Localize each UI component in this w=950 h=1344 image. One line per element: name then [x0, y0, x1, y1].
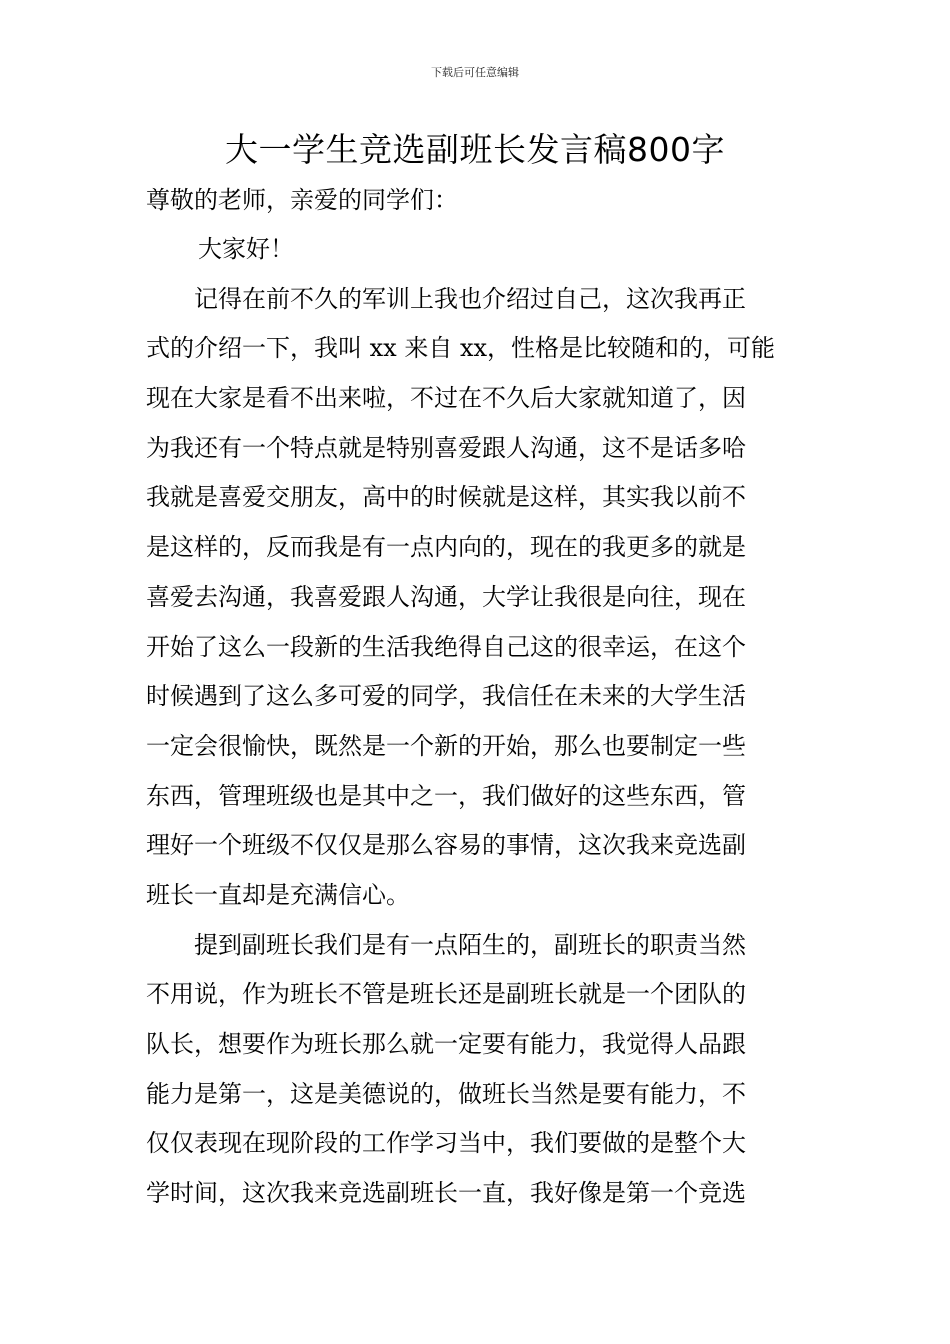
- paragraph-line: 为我还有一个特点就是特别喜爱跟人沟通，这不是话多哈: [146, 433, 746, 462]
- paragraph-line: 大家好！: [198, 235, 294, 263]
- salutation: 尊敬的老师，亲爱的同学们：: [146, 186, 458, 214]
- paragraph-line: 提到副班长我们是有一点陌生的，副班长的职责当然: [194, 930, 746, 959]
- paragraph-line: 式的介绍一下，我叫 xx 来自 xx，性格是比较随和的，可能: [146, 334, 776, 363]
- paragraph-line: 理好一个班级不仅仅是那么容易的事情，这次我来竞选副: [146, 831, 746, 860]
- paragraph-line: 不用说，作为班长不管是班长还是副班长就是一个团队的: [146, 980, 746, 1009]
- paragraph-line: 班长一直却是充满信心。: [146, 880, 410, 909]
- paragraph-line: 能力是第一，这是美德说的，做班长当然是要有能力，不: [146, 1079, 746, 1108]
- paragraph-line: 仅仅表现在现阶段的工作学习当中，我们要做的是整个大: [146, 1129, 746, 1158]
- paragraph-2: [146, 925, 810, 1223]
- document-title: 大一学生竞选副班长发言稿800字: [225, 130, 725, 169]
- paragraph-line: 现在大家是看不出来啦，不过在不久后大家就知道了，因: [146, 384, 746, 413]
- paragraph-line: 开始了这么一段新的生活我绝得自己这的很幸运，在这个: [146, 632, 746, 661]
- paragraph-line: 学时间，这次我来竞选副班长一直，我好像是第一个竞选: [146, 1179, 746, 1208]
- paragraph-line: 我就是喜爱交朋友，高中的时候就是这样，其实我以前不: [146, 483, 746, 512]
- header-note: 下载后可任意编辑: [431, 66, 519, 79]
- paragraph-line: 队长，想要作为班长那么就一定要有能力，我觉得人品跟: [146, 1030, 746, 1058]
- paragraph-line: 一定会很愉快，既然是一个新的开始，那么也要制定一些: [146, 731, 746, 760]
- paragraph-line: 喜爱去沟通，我喜爱跟人沟通，大学让我很是向往，现在: [146, 582, 746, 611]
- paragraph-line: 是这样的，反而我是有一点内向的，现在的我更多的就是: [146, 533, 746, 562]
- body-text: [146, 229, 810, 1223]
- paragraph-line: 东西，管理班级也是其中之一，我们做好的这些东西，管: [146, 781, 746, 810]
- paragraph-line: 记得在前不久的军训上我也介绍过自己，这次我再正: [194, 284, 746, 313]
- paragraph-line: 时候遇到了这么多可爱的同学，我信任在未来的大学生活: [146, 682, 746, 711]
- paragraph-1: [146, 279, 810, 925]
- greeting-paragraph: [146, 229, 810, 279]
